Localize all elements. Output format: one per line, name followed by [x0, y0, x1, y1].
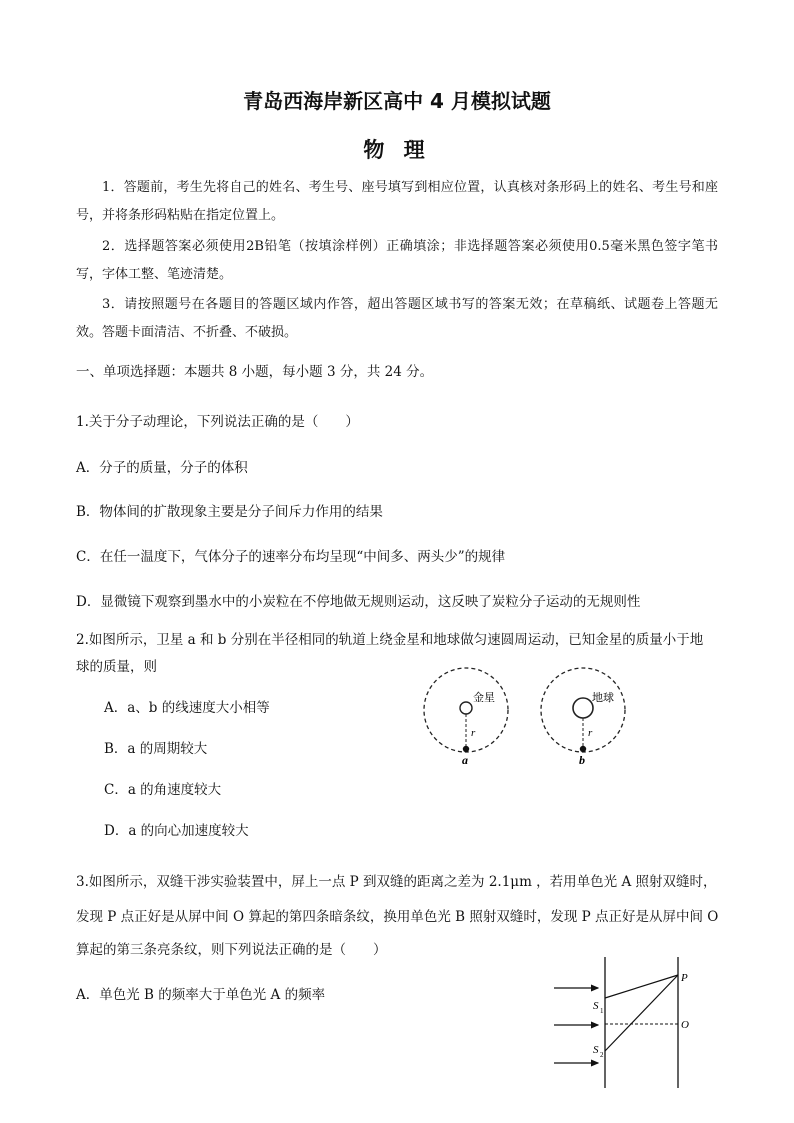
q3-option-a: A．单色光 B 的频率大于单色光 A 的频率 [76, 987, 326, 1003]
venus-label: 金星 [473, 692, 495, 704]
slit-s1-subscript: 1 [600, 1007, 604, 1015]
double-slit-figure [548, 955, 708, 1090]
q3-stem-line2: 发现 P 点正好是从屏中间 O 算起的第四条暗条纹，换用单色光 B 照射双缝时，发现 P 点正好是从屏中间 O [76, 909, 719, 925]
slit-s2-label: S [593, 1044, 599, 1056]
instruction-1: 1．答题前，考生先将自己的姓名、考生号、座号填写到相应位置，认真核对条形码上的姓名、考生号和座号，并将条形码粘贴在指定位置上。 [76, 180, 718, 223]
section-heading: 一、单项选择题：本题共 8 小题，每小题 3 分，共 24 分。 [76, 364, 434, 380]
q3-stem-line3: 算起的第三条亮条纹，则下列说法正确的是（ ） [76, 942, 387, 958]
q2-stem-line2: 球的质量，则 [76, 659, 157, 675]
orbit-figure [420, 664, 670, 774]
q2-option-d: D．a 的向心加速度较大 [104, 823, 249, 839]
slit-s2-subscript: 2 [600, 1051, 604, 1059]
instruction-3: 3．请按照题号在各题目的答题区域内作答，超出答题区域书写的答案无效；在草稿纸、试题卷上答题无效。答题卡面清洁、不折叠、不破损。 [76, 297, 718, 340]
satellite-b-label: b [579, 753, 585, 767]
q2-stem-line1: 2.如图所示，卫星 a 和 b 分别在半径相同的轨道上绕金星和地球做匀速圆周运动，已知金星的质量小于地 [76, 632, 704, 648]
earth-planet [573, 698, 593, 718]
satellite-a [463, 746, 469, 752]
q1-stem: 1.关于分子动理论，下列说法正确的是（ ） [76, 414, 359, 430]
q2-option-b: B．a 的周期较大 [104, 741, 208, 757]
subject-title: 物 理 [363, 138, 431, 162]
point-p-label: P [681, 972, 688, 984]
venus-planet [460, 702, 472, 714]
q1-option-a: A．分子的质量，分子的体积 [76, 460, 248, 476]
radius-label-left: r [471, 727, 476, 739]
point-o-label: O [681, 1019, 689, 1031]
satellite-b [580, 746, 586, 752]
instruction-2: 2．选择题答案必须使用2B铅笔（按填涂样例）正确填涂；非选择题答案必须使用0.5毫米黑色签字笔书写，字体工整、笔迹清楚。 [76, 239, 718, 282]
slit-s1-label: S [593, 1000, 599, 1012]
q2-option-c: C．a 的角速度较大 [104, 782, 222, 798]
q1-option-c: C．在任一温度下，气体分子的速率分布均呈现“中间多、两头少”的规律 [76, 549, 506, 565]
exam-title: 青岛西海岸新区高中 4 月模拟试题 [243, 89, 551, 113]
q1-option-b: B．物体间的扩散现象主要是分子间斥力作用的结果 [76, 504, 383, 520]
radius-label-right: r [588, 727, 593, 739]
q1-option-d: D．显微镜下观察到墨水中的小炭粒在不停地做无规则运动，这反映了炭粒分子运动的无规则性 [76, 594, 641, 610]
earth-label: 地球 [592, 692, 614, 704]
q2-option-a: A．a、b 的线速度大小相等 [104, 700, 270, 716]
q3-stem-line1: 3.如图所示，双缝干涉实验装置中，屏上一点 P 到双缝的距离之差为 2.1μm ，若用单色光 A 照射双缝时， [76, 874, 717, 890]
satellite-a-label: a [462, 753, 468, 767]
